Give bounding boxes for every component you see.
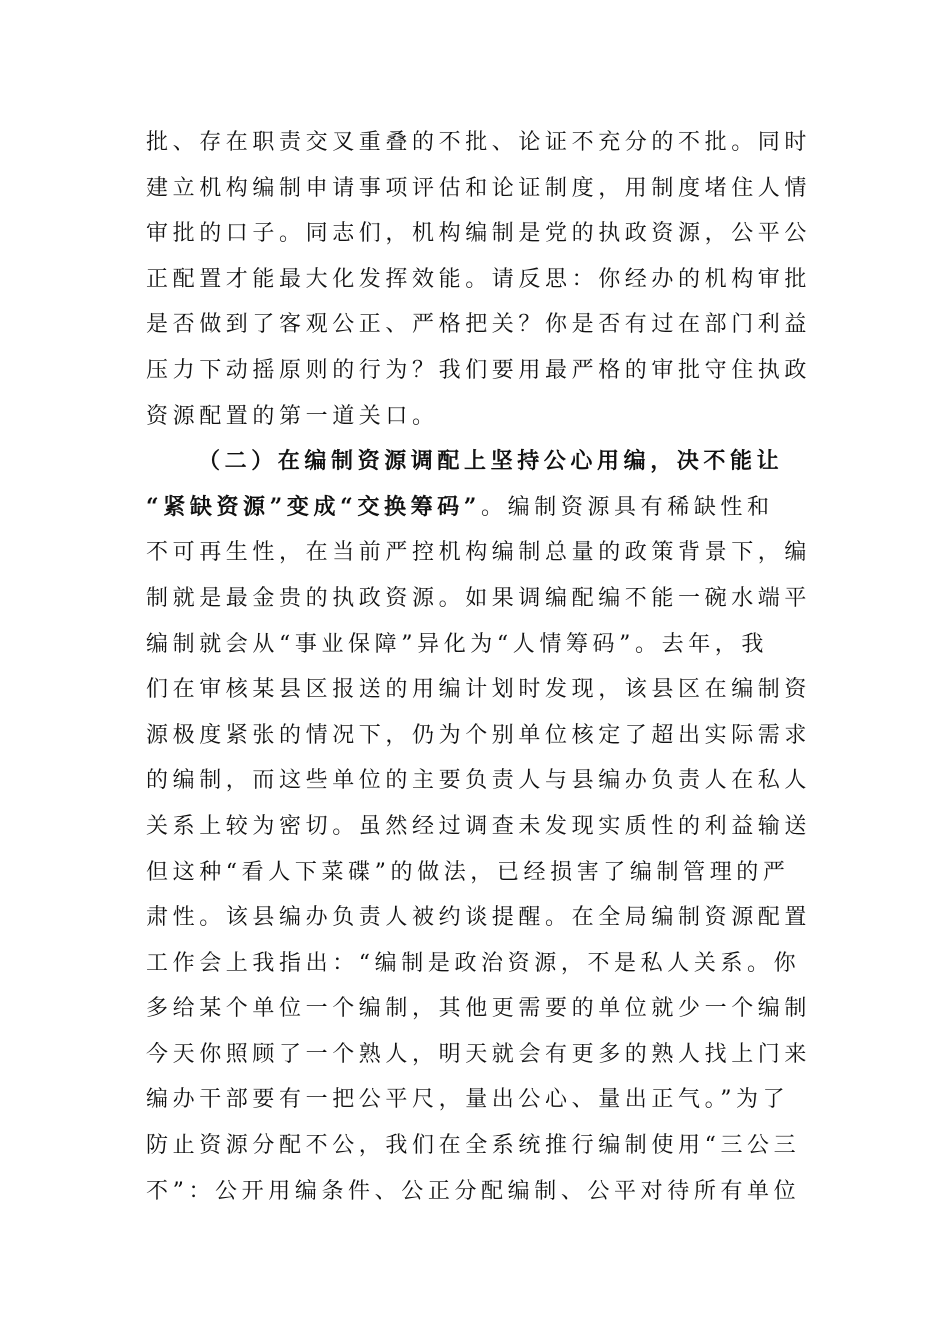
text-line: 制就是最金贵的执政资源。如果调编配编不能一碗水端平 [146,585,812,611]
text-line: 防止资源分配不公，我们在全系统推行编制使用“三公三 [146,1133,801,1159]
text-line: 正配置才能最大化发挥效能。请反思：你经办的机构审批 [146,266,812,292]
text-line: 编制就会从“事业保障”异化为“人情筹码”。去年，我 [146,631,768,657]
text-line: 建立机构编制申请事项评估和论证制度，用制度堵住人情 [146,175,812,201]
document-body [146,120,812,1214]
text-line: 资源配置的第一道关口。 [146,403,439,429]
text-line: 今天你照顾了一个熟人，明天就会有更多的熟人找上门来 [146,1041,812,1067]
text-line: 批、存在职责交叉重叠的不批、论证不充分的不批。同时 [146,130,812,155]
text-line: 源极度紧张的情况下，仍为个别单位核定了超出实际需求 [146,722,812,748]
text-line: 多给某个单位一个编制，其他更需要的单位就少一个编制 [146,996,812,1022]
text-line: 关系上较为密切。虽然经过调查未发现实质性的利益输送 [146,813,812,839]
text-line: 们在审核某县区报送的用编计划时发现，该县区在编制资 [146,677,812,703]
text-line: 是否做到了客观公正、严格把关？你是否有过在部门利益 [146,312,812,338]
text-line: 编办干部要有一把公平尺，量出公心、量出正气。”为了 [146,1087,790,1113]
text-line: 肃性。该县编办负责人被约谈提醒。在全局编制资源配置 [146,905,812,931]
text-line: 不”：公开用编条件、公正分配编制、公平对待所有单位 [146,1178,801,1204]
section-heading-continued: “紧缺资源”变成“交换筹码” [146,493,482,520]
text-line: 审批的口子。同志们，机构编制是党的执政资源，公平公 [146,221,812,247]
text-line: 的编制，而这些单位的主要负责人与县编办负责人在私人 [146,768,812,794]
text-line: 不可再生性，在当前严控机构编制总量的政策背景下，编 [146,540,812,566]
text-line-mixed [146,485,806,531]
text-line: 压力下动摇原则的行为？我们要用最严格的审批守住执政 [146,357,812,383]
text-line: 但这种“看人下菜碟”的做法，已经损害了编制管理的严 [146,859,790,885]
text-segment: 。编制资源具有稀缺性和 [481,494,774,520]
text-line: 工作会上我指出：“编制是政治资源，不是私人关系。你 [146,950,801,976]
section-heading: （二）在编制资源调配上坚持公心用编，决不能让 [198,448,784,475]
